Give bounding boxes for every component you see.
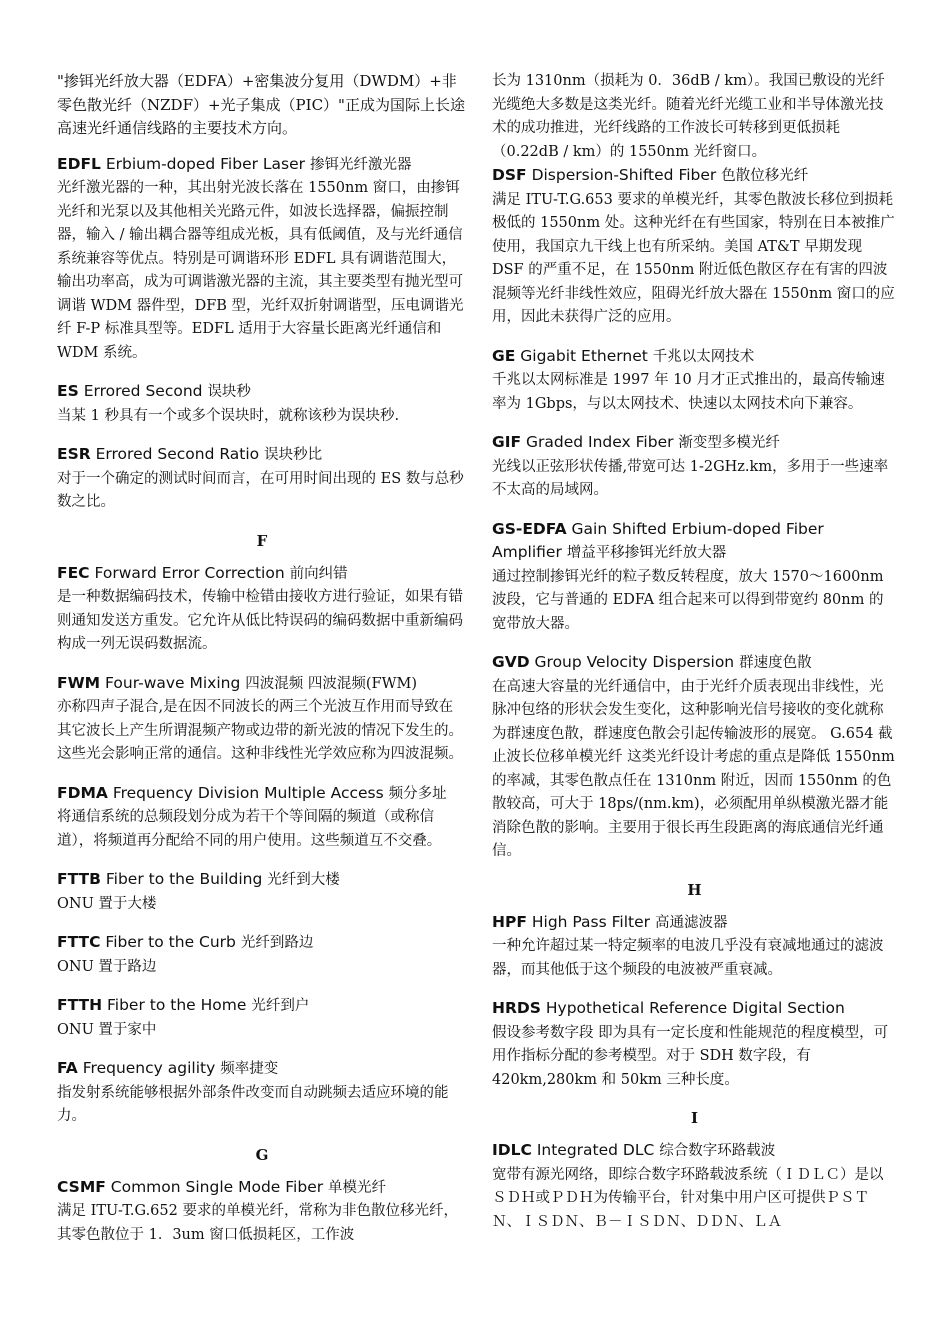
entry-chinese-term: 误块秒比 (264, 447, 323, 463)
entry-english-term: Fiber to the Building (105, 870, 263, 888)
entry-heading (57, 782, 467, 807)
entry-chinese-term: 千兆以太网技术 (652, 348, 755, 365)
entry-heading (57, 1057, 467, 1082)
entry-definition: ONU 置于大楼 (57, 895, 157, 912)
entry-chinese-term: 频分多址 (388, 785, 447, 802)
glossary-entry (57, 1176, 467, 1248)
entry-heading (492, 651, 897, 676)
glossary-entry (57, 443, 467, 515)
glossary-entry (492, 997, 897, 1092)
entry-english-term: Gain Shifted Erbium-doped Fiber Amplifier (492, 519, 824, 561)
entry-chinese-term: 误块秒 (207, 384, 251, 400)
glossary-entry (57, 380, 467, 428)
entry-abbreviation: DSF (492, 166, 527, 184)
glossary-entry (57, 1057, 467, 1129)
entry-heading (492, 518, 897, 566)
entry-abbreviation: GS-EDFA (492, 519, 567, 538)
entry-abbreviation: CSMF (57, 1177, 106, 1196)
entry-definition: 当某 1 秒具有一个或多个误块时，就称该秒为误块秒. (57, 407, 400, 424)
glossary-entry (492, 431, 897, 503)
entry-heading (57, 994, 467, 1019)
glossary-entry (57, 868, 467, 916)
glossary-entry (492, 518, 897, 637)
right-column (492, 70, 897, 1249)
entry-chinese-term: 综合数字环路载波 (659, 1143, 776, 1159)
entry-abbreviation: GE (492, 346, 516, 365)
entry-abbreviation: IDLC (492, 1141, 532, 1159)
entry-definition: 在高速大容量的光纤通信中，由于光纤介质表现出非线性，光脉冲包络的形状会发生变化，这种影响光信号接收的变化就称为群速度色散，群速度色散会引起传输波形的展宽。 G.654 截止波长位移单模光纤 这类光纤设计考虑的重点是降低 1550nm 的率减，其零色散点任在 1310nm 附近，因而 1550nm 的色散较高，可大于 18ps/(nm.km)，必须配用单纵模激光器才能消除色散的影响。主要用于很长再生段距离的海底通信光纤通信。 (492, 678, 895, 859)
entry-heading (57, 672, 467, 697)
entry-definition: ONU 置于家中 (57, 1021, 157, 1038)
entry-english-term: Forward Error Correction (94, 563, 285, 582)
entry-english-term: Frequency Division Multiple Access (112, 783, 384, 802)
entry-definition: 假设参考数字段 即为具有一定长度和性能规范的程度模型，可用作指标分配的参考模型。对于 SDH 数字段，有 420km,280km 和 50km 三种长度。 (492, 1024, 889, 1088)
intro-paragraph: "掺铒光纤放大器（EDFA）+密集波分复用（DWDM）+非零色散光纤（NZDF）+光子集成（PIC）"正成为国际上长途高速光纤通信线路的主要技术方向。 (57, 72, 465, 137)
entry-abbreviation: FTTH (57, 996, 103, 1014)
entry-heading (492, 164, 897, 189)
entry-chinese-term: 渐变型多模光纤 (678, 435, 780, 451)
entry-definition: 一种允许超过某一特定频率的电波几乎没有衰减地通过的滤波器，而其他低于这个频段的电波被严重衰减。 (492, 938, 884, 978)
entry-english-term: Gigabit Ethernet (520, 346, 648, 365)
section-letter: F (256, 531, 268, 550)
entry-english-term: Errored Second Ratio (95, 445, 260, 463)
entry-chinese-term: 光纤到路边 (240, 935, 314, 951)
entry-abbreviation: ESR (57, 445, 91, 463)
glossary-entry (57, 782, 467, 854)
entry-definition: 指发射系统能够根据外部条件改变而自动跳频去适应环境的能力。 (57, 1084, 449, 1124)
glossary-entry (57, 931, 467, 979)
entry-heading (57, 931, 467, 956)
entry-english-term: High Pass Filter (531, 912, 651, 931)
entry-abbreviation: FTTB (57, 870, 101, 888)
entry-definition: 千兆以太网标准是 1997 年 10 月才正式推出的，最高传输速率为 1Gbps，与以太网技术、快速以太网技术向下兼容。 (492, 372, 885, 412)
entry-heading (57, 380, 467, 405)
glossary-entry (492, 1139, 897, 1234)
entry-chinese-term: 群速度色散 (739, 655, 812, 671)
glossary-entry (57, 994, 467, 1042)
glossary-entry (57, 562, 467, 657)
entry-abbreviation: FTTC (57, 933, 101, 951)
glossary-entry (492, 345, 897, 417)
glossary-entry (492, 164, 897, 330)
entry-definition: ONU 置于路边 (57, 958, 157, 975)
entry-heading (492, 1139, 897, 1164)
entry-chinese-term: 前向纠错 (289, 565, 348, 582)
entry-english-term: Errored Second (83, 382, 203, 400)
entry-heading (57, 443, 467, 468)
entry-definition: 对于一个确定的测试时间而言，在可用时间出现的 ES 数与总秒数之比。 (57, 470, 464, 510)
entry-english-term: Common Single Mode Fiber (110, 1177, 324, 1196)
glossary-entry (57, 672, 467, 767)
glossary-entry (492, 651, 897, 864)
entry-english-term: Hypothetical Reference Digital Section (545, 999, 845, 1017)
entry-definition: 满足 ITU-T.G.653 要求的单模光纤，其零色散波长移位到损耗极低的 1550nm 处。这种光纤在有些国家，特别在日本被推广使用，我国京九干线上也有所采纳。美国 AT&T 早期发现 DSF 的严重不足，在 1550nm 附近低色散区存在有害的四波混频等光纤非线性效应，阻碍光纤放大器在 1550nm 窗口的应用，因此未获得广泛的应用。 (492, 191, 895, 325)
section-letter: I (690, 1109, 699, 1127)
entry-abbreviation: GIF (492, 433, 522, 451)
entry-chinese-term: 四波混频 四波混频(FWM) (245, 675, 417, 692)
entry-chinese-term: 光纤到大楼 (267, 872, 340, 888)
entry-abbreviation: HRDS (492, 999, 541, 1017)
entry-chinese-term: 高通滤波器 (654, 914, 728, 931)
entry-heading (57, 562, 467, 587)
entry-abbreviation: FA (57, 1059, 78, 1077)
entry-chinese-term: 单模光纤 (328, 1179, 387, 1196)
entry-english-term: Integrated DLC (536, 1141, 655, 1159)
entry-english-term: Frequency agility (82, 1059, 216, 1077)
entry-chinese-term: 掺铒光纤激光器 (309, 156, 412, 173)
entry-abbreviation: FWM (57, 673, 101, 692)
entry-english-term: Group Velocity Dispersion (534, 653, 735, 671)
glossary-entry (492, 911, 897, 983)
entry-heading (492, 911, 897, 936)
entry-definition: 光线以正弦形状传播,带宽可达 1-2GHz.km，多用于一些速率不太高的局域网。 (492, 458, 889, 498)
entry-abbreviation: ES (57, 382, 79, 400)
entry-english-term: Erbium-doped Fiber Laser (105, 154, 306, 173)
entry-heading (57, 1176, 467, 1201)
entry-heading (492, 431, 897, 456)
entry-definition: 光纤激光器的一种，其出射光波长落在 1550nm 窗口，由掺铒光纤和光泵以及其他相关光路元件，如波长选择器，偏振控制器，输入 / 输出耦合器等组成光板，具有低阈值，及与光纤通信系统兼容等优点。特别是可调谐环形 EDFL 具有调谐范围大，输出功率高，成为可调谐激光器的主流，其主要类型有抛光型可调谐 WDM 器件型，DFB 型，光纤双折射调谐型，压电调谐光纤 F-P 标准具型等。EDFL 适用于大容量长距离光纤通信和 WDM 系统。 (57, 180, 464, 361)
entry-heading (492, 345, 897, 370)
entry-english-term: Fiber to the Curb (105, 933, 236, 951)
entry-chinese-term: 频率捷变 (220, 1061, 279, 1077)
section-letter: G (255, 1145, 269, 1164)
glossary-entry (57, 153, 467, 366)
entry-chinese-term: 色散位移光纤 (721, 168, 809, 184)
entry-heading (57, 868, 467, 893)
entry-heading (492, 997, 897, 1022)
entry-english-term: Four-wave Mixing (105, 673, 241, 692)
entry-english-term: Graded Index Fiber (526, 433, 674, 451)
entry-definition: 宽带有源光网络，即综合数字环路载波系统（ＩＤＬＣ）是以ＳＤＨ或ＰＤＨ为传输平台，针对集中用户区可提供ＰＳＴＮ、ＩＳＤＮ、Ｂ－ＩＳＤＮ、ＤＤＮ、ＬＡ (492, 1166, 884, 1230)
entry-chinese-term: 增益平移掺铒光纤放大器 (566, 545, 727, 561)
entry-english-term: Dispersion-Shifted Fiber (531, 166, 717, 184)
entry-abbreviation: HPF (492, 912, 527, 931)
entry-definition: 亦称四声子混合,是在因不同波长的两三个光波互作用而导致在其它波长上产生所谓混频产物或边带的新光波的情况下发生的。这些光会影响正常的通信。这种非线性光学效应称为四波混频。 (57, 699, 463, 762)
entry-abbreviation: FEC (57, 563, 90, 582)
entry-english-term: Fiber to the Home (107, 996, 247, 1014)
entry-abbreviation: FDMA (57, 783, 108, 802)
entry-abbreviation: EDFL (57, 154, 101, 173)
entry-definition: 通过控制掺铒光纤的粒子数反转程度，放大 1570～1600nm 波段，它与普通的 EDFA 组合起来可以得到带宽约 80nm 的宽带放大器。 (492, 568, 884, 632)
left-column (57, 70, 467, 1262)
entry-heading (57, 153, 467, 178)
entry-definition: 将通信系统的总频段划分成为若干个等间隔的频道（或称信道），将频道再分配给不同的用户使用。这些频道互不交叠。 (57, 809, 442, 849)
entry-abbreviation: GVD (492, 653, 530, 671)
entry-definition: 满足 ITU-T.G.652 要求的单模光纤，常称为非色散位移光纤，其零色散位于 1．3um 窗口低损耗区，工作波 (57, 1203, 458, 1243)
section-letter: H (687, 880, 702, 899)
continued-text: 长为 1310nm（损耗为 0．36dB / km）。我国已敷设的光纤光缆绝大多数是这类光纤。随着光纤光缆工业和半导体激光技术的成功推进，光纤线路的工作波长可转移到更低损耗（0.22dB / km）的 1550nm 光纤窗口。 (492, 73, 885, 160)
entry-definition: 是一种数据编码技术，传输中检错由接收方进行验证，如果有错则通知发送方重发。它允许从低比特误码的编码数据中重新编码构成一列无误码数据流。 (57, 589, 463, 652)
entry-chinese-term: 光纤到户 (251, 998, 310, 1014)
